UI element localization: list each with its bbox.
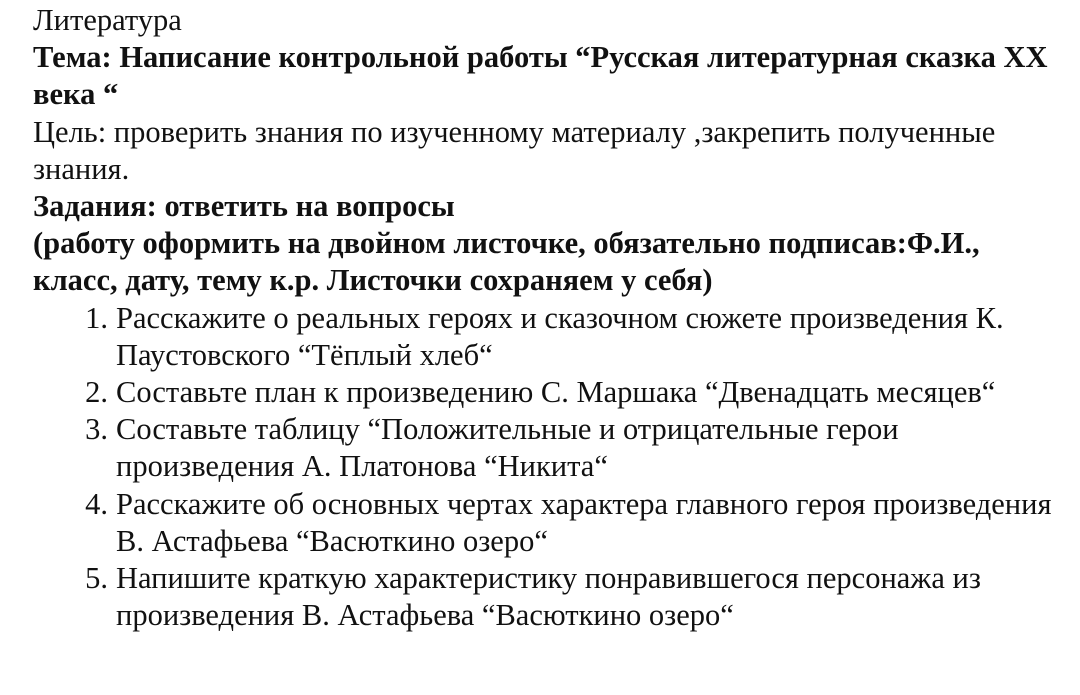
task-text: Расскажите об основных чертах характера главного героя произведения В. Астафьева “Васюткино озеро“ (116, 486, 1052, 558)
task-text: Напишите краткую характеристику понравившегося персонажа из произведения В. Астафьева “Васюткино озеро“ (116, 561, 981, 633)
task-item (33, 560, 1063, 634)
task-item (33, 300, 1063, 374)
task-item (33, 486, 1063, 560)
task-item (33, 374, 1063, 411)
task-number: 5. (85, 561, 108, 596)
task-number: 1. (85, 300, 108, 335)
task-number: 2. (85, 375, 108, 410)
instructions-text: (работу оформить на двойном листочке, обязательно подписав:Ф.И., класс, дату, тему к.р. Листочки сохраняем у себя) (33, 226, 980, 298)
subject-title: Литература (33, 3, 182, 37)
task-text: Составьте план к произведению С. Маршака “Двенадцать месяцев“ (116, 375, 996, 410)
topic-heading: Тема: Написание контрольной работы “Русская литературная сказка XX века “ (33, 40, 1048, 112)
task-item (33, 411, 1063, 485)
document (33, 2, 1063, 634)
task-list (33, 300, 1063, 635)
task-number: 4. (85, 486, 108, 521)
tasks-heading: Задания: ответить на вопросы (33, 189, 455, 224)
goal-text: Цель: проверить знания по изученному материалу ,закрепить полученные знания. (33, 114, 996, 186)
task-number: 3. (85, 412, 108, 447)
task-text: Составьте таблицу “Положительные и отрицательные герои произведения А. Платонова “Никита“ (116, 412, 899, 484)
task-text: Расскажите о реальных героях и сказочном сюжете произведения К. Паустовского “Тёплый хлеб“ (116, 300, 1004, 372)
